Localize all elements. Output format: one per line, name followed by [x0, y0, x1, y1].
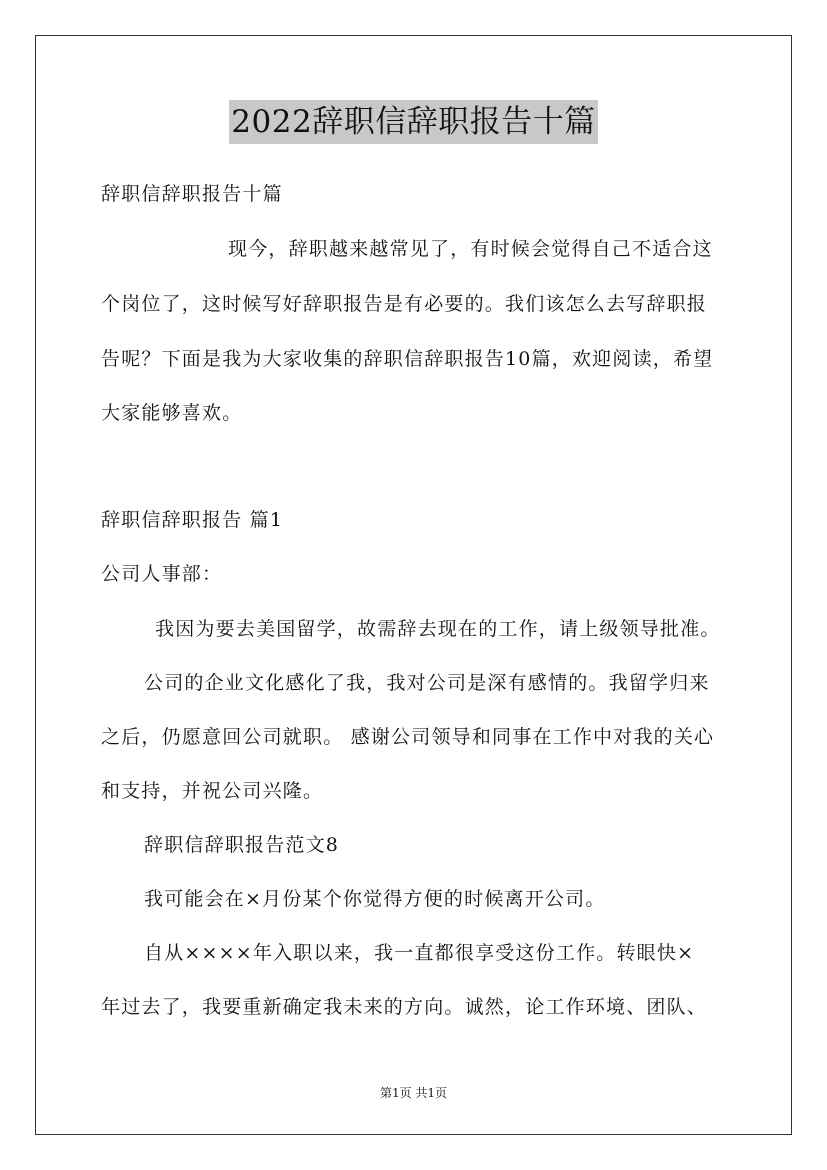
body-line: 我因为要去美国留学，故需辞去现在的工作，请上级领导批准。 — [155, 618, 721, 640]
intro-line: 个岗位了，这时候写好辞职报告是有必要的。我们该怎么去写辞职报 — [101, 293, 708, 315]
subtitle: 辞职信辞职报告十篇 — [101, 183, 283, 205]
title-container — [0, 100, 827, 144]
intro-line: 现今，辞职越来越常见了，有时候会觉得自己不适合这 — [228, 238, 713, 260]
salutation: 公司人事部： — [101, 563, 223, 585]
body-line: 公司的企业文化感化了我，我对公司是深有感情的。我留学归来 — [144, 672, 710, 694]
intro-line: 大家能够喜欢。 — [101, 402, 243, 424]
body-line: 和支持，并祝公司兴隆。 — [101, 780, 324, 802]
body-line: 自从××××年入职以来，我一直都很享受这份工作。转眼快× — [144, 942, 695, 964]
body-line: 我可能会在×月份某个你觉得方便的时候离开公司。 — [144, 888, 606, 910]
intro-line: 告呢？下面是我为大家收集的辞职信辞职报告10篇，欢迎阅读，希望 — [101, 348, 714, 370]
body-line: 年过去了，我要重新确定我未来的方向。诚然，论工作环境、团队、 — [101, 996, 708, 1018]
document-title: 2022辞职信辞职报告十篇 — [229, 100, 597, 144]
page-footer: 第1页 共1页 — [379, 1086, 448, 1100]
section-heading: 辞职信辞职报告 篇1 — [101, 509, 284, 531]
body-line: 之后，仍愿意回公司就职。 感谢公司领导和同事在工作中对我的关心 — [101, 726, 715, 748]
body-line: 辞职信辞职报告范文8 — [144, 834, 340, 856]
